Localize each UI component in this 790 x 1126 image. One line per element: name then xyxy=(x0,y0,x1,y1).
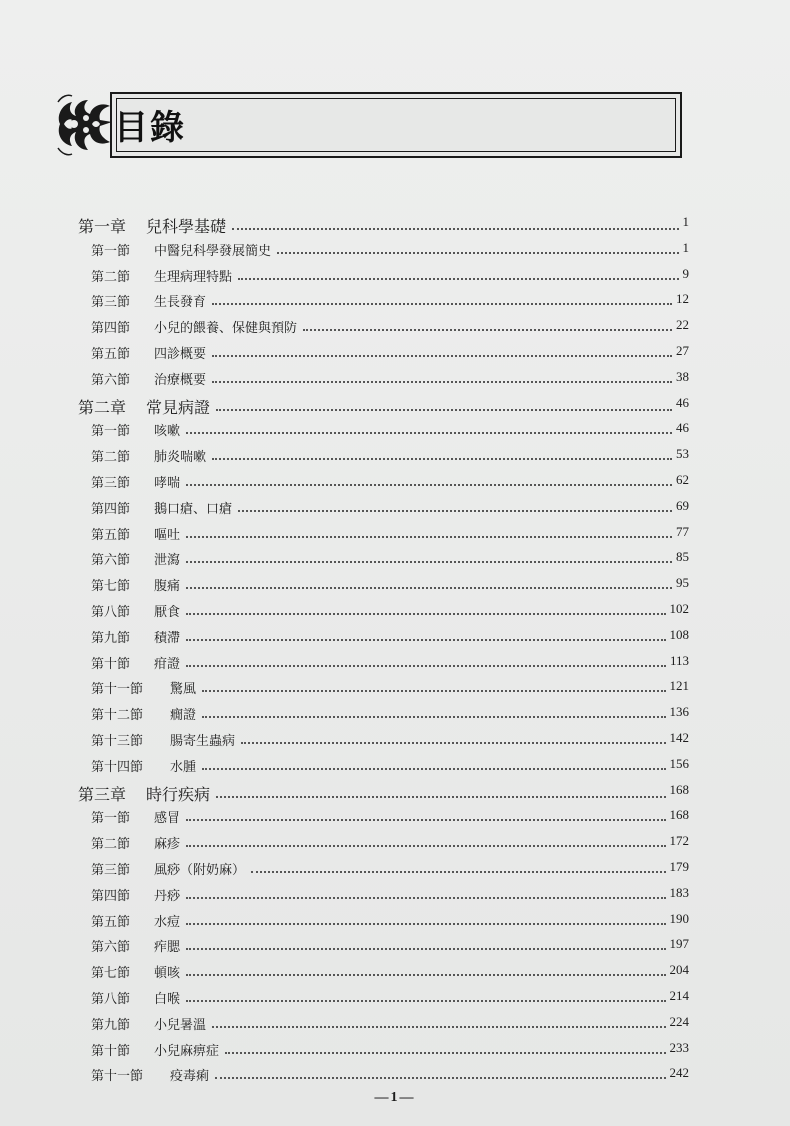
page-number: 136 xyxy=(669,704,689,720)
section-number: 第三節 xyxy=(91,476,131,491)
leader-dots xyxy=(225,1052,666,1054)
page-number: 168 xyxy=(669,807,689,823)
section-number: 第九節 xyxy=(91,630,131,646)
toc-section-row xyxy=(0,807,790,829)
toc-section-row xyxy=(0,601,790,623)
section-title: 癇證 xyxy=(170,708,197,724)
leader-dots xyxy=(303,329,672,331)
section-number: 第十四節 xyxy=(91,759,144,775)
page-number: 102 xyxy=(669,601,689,616)
section-title: 泄瀉 xyxy=(154,553,181,569)
toc-section-row xyxy=(0,498,790,520)
section-title: 驚風 xyxy=(170,682,197,698)
section-title: 小兒的餵養、保健與預防 xyxy=(154,321,298,337)
section-number: 第四節 xyxy=(91,501,131,517)
leader-dots xyxy=(232,228,679,230)
floral-ornament-icon xyxy=(52,88,118,162)
leader-dots xyxy=(216,409,672,411)
toc-section-row xyxy=(0,859,790,881)
page-number: 156 xyxy=(669,755,689,771)
leader-dots xyxy=(212,303,672,305)
page-number: 113 xyxy=(669,652,689,668)
section-title: 治療概要 xyxy=(154,372,207,388)
page-number: 1 xyxy=(682,239,689,255)
section-number: 第六節 xyxy=(91,372,131,388)
leader-dots xyxy=(212,1026,666,1028)
section-title: 腹痛 xyxy=(154,579,181,595)
toc-section-row xyxy=(0,885,790,907)
page-number: 95 xyxy=(676,575,689,591)
section-number: 第三節 xyxy=(91,295,131,311)
page-number: 224 xyxy=(669,1013,689,1029)
section-title: 中醫兒科學發展簡史 xyxy=(154,243,272,259)
page-number: 142 xyxy=(669,730,689,745)
page-number: 12 xyxy=(676,291,689,307)
toc-section-row xyxy=(0,833,790,855)
page-number: 46 xyxy=(676,394,689,410)
toc-chapter-row xyxy=(0,782,790,804)
page-number: 233 xyxy=(669,1039,689,1055)
chapter-number: 第三章 xyxy=(78,784,127,804)
page-number: 183 xyxy=(669,884,689,900)
toc-section-row xyxy=(0,343,790,365)
section-number: 第九節 xyxy=(91,1017,131,1033)
chapter-title: 常見病證 xyxy=(146,397,211,417)
leader-dots xyxy=(186,974,666,976)
leader-dots xyxy=(215,1077,666,1079)
section-title: 生理病理特點 xyxy=(154,269,233,285)
leader-dots xyxy=(186,897,666,899)
leader-dots xyxy=(186,484,672,486)
leader-dots xyxy=(186,819,666,821)
toc-section-row xyxy=(0,756,790,778)
page-number: 168 xyxy=(669,781,689,797)
leader-dots xyxy=(202,768,666,770)
leader-dots xyxy=(186,561,672,563)
leader-dots xyxy=(186,1000,666,1002)
leader-dots xyxy=(186,923,666,925)
leader-dots xyxy=(202,716,666,718)
page-number: 27 xyxy=(676,343,689,358)
leader-dots xyxy=(212,355,672,357)
section-number: 第十節 xyxy=(91,1043,131,1059)
section-number: 第一節 xyxy=(91,811,131,827)
leader-dots xyxy=(186,948,666,950)
page-number: 190 xyxy=(669,910,689,926)
section-number: 第二節 xyxy=(91,450,131,466)
section-number: 第五節 xyxy=(91,914,131,930)
section-title: 嘔吐 xyxy=(154,527,181,543)
leader-dots xyxy=(238,510,672,512)
section-number: 第四節 xyxy=(91,321,131,337)
page-number: 53 xyxy=(676,446,689,462)
section-number: 第八節 xyxy=(91,605,131,620)
toc-chapter-row xyxy=(0,214,790,236)
section-number: 第十節 xyxy=(91,656,131,672)
section-title: 麻疹 xyxy=(154,837,181,853)
toc-section-row xyxy=(0,317,790,339)
section-number: 第五節 xyxy=(91,347,131,362)
page-number: 62 xyxy=(676,472,689,487)
toc-section-row xyxy=(0,240,790,262)
page-number: 121 xyxy=(669,678,689,694)
page-number: 214 xyxy=(669,988,689,1003)
page-number: 46 xyxy=(676,420,689,436)
section-number: 第四節 xyxy=(91,888,131,904)
section-number: 第二節 xyxy=(91,837,131,853)
page-number: 38 xyxy=(676,368,689,384)
page-number: 197 xyxy=(669,936,689,952)
leader-dots xyxy=(277,252,679,254)
chapter-number: 第一章 xyxy=(78,217,127,236)
page-number: 22 xyxy=(676,317,689,333)
page-number: 77 xyxy=(676,523,689,539)
section-title: 咳嗽 xyxy=(154,424,181,440)
toc-section-row xyxy=(0,369,790,391)
toc-section-row xyxy=(0,1014,790,1036)
chapter-title: 時行疾病 xyxy=(146,784,211,804)
section-number: 第二節 xyxy=(91,269,131,285)
section-number: 第六節 xyxy=(91,553,131,569)
toc-section-row xyxy=(0,1065,790,1087)
section-title: 疳證 xyxy=(154,656,181,672)
section-title: 丹痧 xyxy=(154,888,181,904)
page-number: 9 xyxy=(682,265,689,281)
leader-dots xyxy=(202,690,666,692)
toc-section-row xyxy=(0,704,790,726)
page-number: 172 xyxy=(669,833,689,849)
chapter-title: 兒科學基礎 xyxy=(146,217,227,236)
page-number: 85 xyxy=(676,549,689,565)
title-frame xyxy=(110,92,682,158)
toc-section-row xyxy=(0,446,790,468)
toc-section-row xyxy=(0,1040,790,1062)
title-banner xyxy=(52,88,688,162)
toc-section-row xyxy=(0,988,790,1010)
page-number: 242 xyxy=(669,1065,689,1081)
toc-section-row xyxy=(0,627,790,649)
toc-section-row xyxy=(0,549,790,571)
page-number: 1 xyxy=(682,214,689,229)
leader-dots xyxy=(186,845,666,847)
toc-section-row xyxy=(0,266,790,288)
leader-dots xyxy=(186,432,672,434)
leader-dots xyxy=(186,613,666,615)
page-number-footer: —1— xyxy=(374,1090,416,1105)
leader-dots xyxy=(186,639,666,641)
page-title: 目錄 xyxy=(114,108,186,148)
leader-dots xyxy=(238,278,679,280)
section-title: 鵝口瘡、口瘡 xyxy=(154,501,233,517)
section-title: 腸寄生蟲病 xyxy=(170,734,236,749)
section-title: 小兒暑溫 xyxy=(154,1017,207,1033)
toc-section-row xyxy=(0,911,790,933)
toc-section-row xyxy=(0,936,790,958)
section-number: 第七節 xyxy=(91,966,131,982)
toc-section-row xyxy=(0,291,790,313)
section-number: 第一節 xyxy=(91,424,131,440)
section-title: 疫毒痢 xyxy=(170,1069,210,1085)
section-title: 哮喘 xyxy=(154,476,181,491)
section-title: 生長發育 xyxy=(154,295,207,311)
section-title: 厭食 xyxy=(154,605,181,620)
leader-dots xyxy=(186,587,672,589)
section-number: 第六節 xyxy=(91,940,131,956)
toc-section-row xyxy=(0,420,790,442)
toc-chapter-row xyxy=(0,395,790,417)
leader-dots xyxy=(216,796,666,798)
section-title: 感冒 xyxy=(154,811,181,827)
page-number: 179 xyxy=(669,859,689,874)
section-title: 水腫 xyxy=(170,759,197,775)
section-number: 第一節 xyxy=(91,243,131,259)
section-title: 積滯 xyxy=(154,630,181,646)
section-number: 第七節 xyxy=(91,579,131,595)
section-number: 第十一節 xyxy=(91,682,144,698)
section-title: 白喉 xyxy=(154,992,181,1007)
leader-dots xyxy=(212,458,672,460)
section-title: 頓咳 xyxy=(154,966,181,982)
section-title: 四診概要 xyxy=(154,347,207,362)
leader-dots xyxy=(251,871,666,873)
chapter-number: 第二章 xyxy=(78,397,127,417)
section-title: 風痧（附奶麻） xyxy=(154,863,246,878)
toc-section-row xyxy=(0,962,790,984)
toc-section-row xyxy=(0,678,790,700)
toc-section-row xyxy=(0,524,790,546)
section-number: 第十一節 xyxy=(91,1069,144,1085)
page-number: 204 xyxy=(669,962,689,978)
leader-dots xyxy=(186,665,666,667)
page-number: 108 xyxy=(669,626,689,642)
toc-section-row xyxy=(0,730,790,752)
section-number: 第十二節 xyxy=(91,708,144,724)
section-number: 第五節 xyxy=(91,527,131,543)
section-number: 第三節 xyxy=(91,863,131,878)
section-number: 第十三節 xyxy=(91,734,144,749)
toc-section-row xyxy=(0,575,790,597)
section-title: 水痘 xyxy=(154,914,181,930)
page-number: 69 xyxy=(676,497,689,513)
leader-dots xyxy=(241,742,666,744)
leader-dots xyxy=(212,381,672,383)
section-title: 肺炎喘嗽 xyxy=(154,450,207,466)
leader-dots xyxy=(186,536,672,538)
section-title: 小兒麻痹症 xyxy=(154,1043,220,1059)
toc-section-row xyxy=(0,653,790,675)
toc-section-row xyxy=(0,472,790,494)
section-title: 痄腮 xyxy=(154,940,181,956)
section-number: 第八節 xyxy=(91,992,131,1007)
